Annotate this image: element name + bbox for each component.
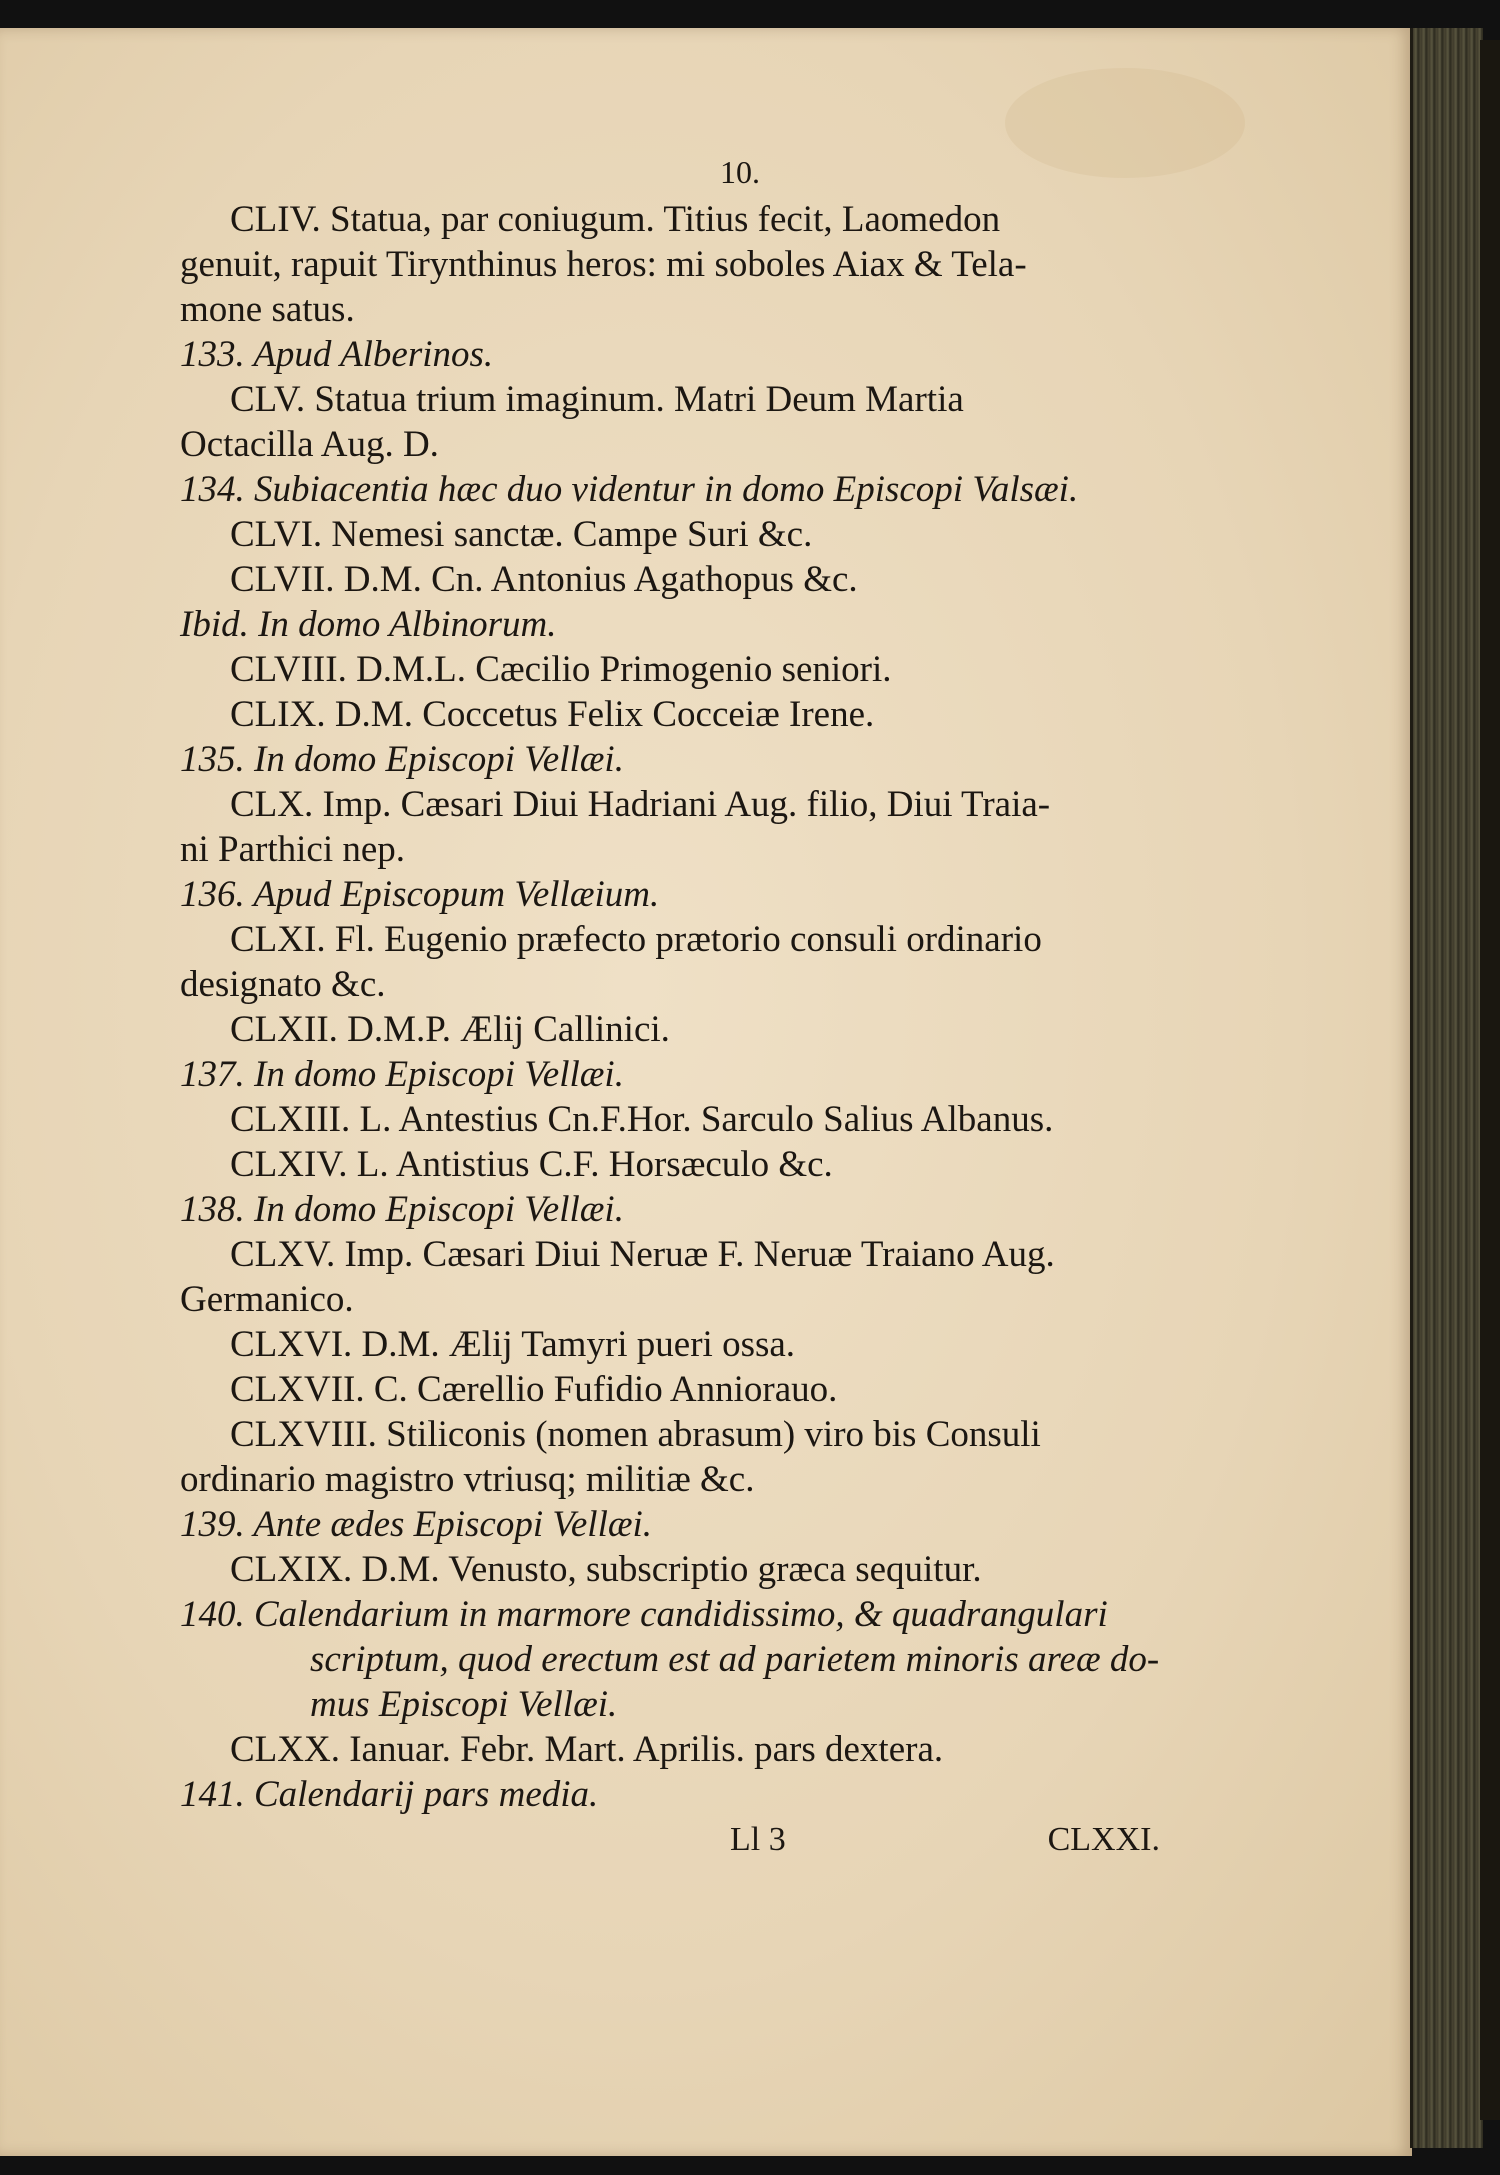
inscription-line: ordinario magistro vtriusq; militiæ &c. — [180, 1459, 755, 1500]
inscription-line: mone satus. — [180, 289, 355, 330]
page-text — [180, 150, 1180, 1862]
section-heading: 134. Subiacentia hæc duo videntur in domo Episcopi Valsæi. — [180, 469, 1079, 510]
inscription-line: CLXVII. C. Cærellio Fufidio Anniorauo. — [230, 1369, 838, 1410]
book-binding-shadow — [1480, 40, 1500, 2120]
inscription-line: CLXIX. D.M. Venusto, subscriptio græca sequitur. — [230, 1549, 982, 1590]
page-footer — [180, 1817, 1180, 1862]
inscription-line: CLIV. Statua, par coniugum. Titius fecit, Laomedon — [230, 199, 1001, 240]
section-heading: 137. In domo Episcopi Vellæi. — [180, 1054, 624, 1095]
section-heading: 140. Calendarium in marmore candidissimo, & quadrangulari — [180, 1594, 1108, 1635]
catchword: CLXXI. — [1047, 1821, 1160, 1858]
signature-mark: Ll 3 — [730, 1821, 786, 1858]
section-heading: 135. In domo Episcopi Vellæi. — [180, 739, 624, 780]
section-heading: 141. Calendarij pars media. — [180, 1774, 599, 1815]
section-heading: 138. In domo Episcopi Vellæi. — [180, 1189, 624, 1230]
page-number: 10. — [720, 154, 760, 190]
inscription-line: CLXII. D.M.P. Ælij Callinici. — [230, 1009, 670, 1050]
inscription-line: CLXV. Imp. Cæsari Diui Neruæ F. Neruæ Traiano Aug. — [230, 1234, 1055, 1275]
section-heading: mus Episcopi Vellæi. — [310, 1684, 618, 1725]
inscription-line: Germanico. — [180, 1279, 354, 1320]
inscription-line: CLIX. D.M. Coccetus Felix Cocceiæ Irene. — [230, 694, 875, 735]
inscription-line: genuit, rapuit Tirynthinus heros: mi soboles Aiax & Tela- — [180, 244, 1027, 285]
inscription-line: CLX. Imp. Cæsari Diui Hadriani Aug. filio, Diui Traia- — [230, 784, 1051, 825]
inscription-line: CLXX. Ianuar. Febr. Mart. Aprilis. pars dextera. — [230, 1729, 944, 1770]
inscription-line: designato &c. — [180, 964, 386, 1005]
section-heading: scriptum, quod erectum est ad parietem minoris areæ do- — [310, 1639, 1160, 1680]
inscription-line: CLVIII. D.M.L. Cæcilio Primogenio seniori. — [230, 649, 892, 690]
section-heading: Ibid. In domo Albinorum. — [180, 604, 557, 645]
inscription-line: CLXIV. L. Antistius C.F. Horsæculo &c. — [230, 1144, 833, 1185]
inscription-line: CLVII. D.M. Cn. Antonius Agathopus &c. — [230, 559, 858, 600]
inscription-line: Octacilla Aug. D. — [180, 424, 439, 465]
inscription-line: CLXI. Fl. Eugenio præfecto prætorio consuli ordinario — [230, 919, 1042, 960]
inscription-line: CLXIII. L. Antestius Cn.F.Hor. Sarculo Salius Albanus. — [230, 1099, 1054, 1140]
section-heading: 133. Apud Alberinos. — [180, 334, 494, 375]
section-heading: 139. Ante ædes Episcopi Vellæi. — [180, 1504, 653, 1545]
inscription-line: CLV. Statua trium imaginum. Matri Deum Martia — [230, 379, 964, 420]
entries-list — [180, 197, 1180, 1817]
inscription-line: CLXVIII. Stiliconis (nomen abrasum) viro bis Consuli — [230, 1414, 1041, 1455]
section-heading: 136. Apud Episcopum Vellæium. — [180, 874, 660, 915]
inscription-line: CLVI. Nemesi sanctæ. Campe Suri &c. — [230, 514, 813, 555]
page-edges — [1410, 28, 1483, 2148]
inscription-line: CLXVI. D.M. Ælij Tamyri pueri ossa. — [230, 1324, 796, 1365]
inscription-line: ni Parthici nep. — [180, 829, 406, 870]
